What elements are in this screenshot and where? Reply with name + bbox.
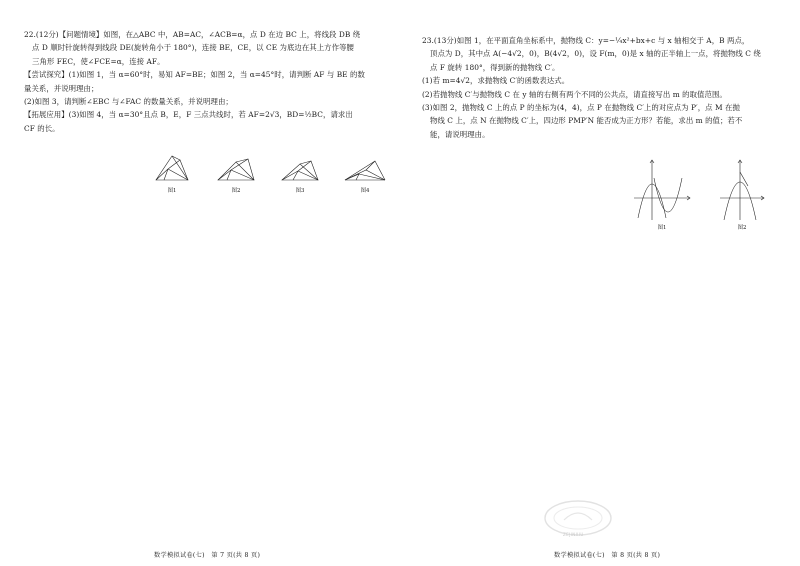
- problem-22-line-7: 【拓展应用】(3)如图 4，当 α=30°且点 B，E，F 三点共线时，若 AF=2√3，BD=½BC，请求出: [24, 110, 353, 120]
- problem-23-line-8: 能，请说明理由。: [430, 129, 490, 139]
- problem-22-figures: [150, 151, 408, 194]
- figure-1: [150, 151, 194, 194]
- problem-23-line-3: 点 F 旋转 180°，得到新的抛物线 C′。: [430, 62, 560, 72]
- watermark-text: ZEJINXIU: [563, 532, 584, 537]
- problem-23-figures: [632, 158, 786, 231]
- right-page-footer: 数学模拟试卷(七) 第 8 页(共 8 页): [554, 552, 661, 559]
- parabola-figure-2: [718, 158, 766, 231]
- parabola-figure-1-drawing: [632, 158, 692, 222]
- parabola-figure-1: [632, 158, 692, 231]
- problem-22-line-6: (2)如图 3，请判断∠EBC 与∠FAC 的数量关系，并说明理由；: [24, 97, 233, 107]
- problem-23-line-5: (2)若抛物线 C′与抛物线 C 在 y 轴的右侧有两个不同的公共点，请直接写出 m 的取值范围。: [422, 89, 727, 99]
- figure-1-caption: 图1: [167, 188, 177, 194]
- parabola-figure-1-caption: 图1: [657, 225, 667, 231]
- problem-22-line-4: 【尝试探究】(1)如图 1，当 α=60°时，易知 AF=BE；如图 2，当 α=45°时，请判断 AF 与 BE 的数: [24, 70, 365, 80]
- triangle-figure-4-drawing: [342, 151, 388, 185]
- figure-3: [278, 151, 322, 194]
- problem-23-line-1: 23.(13分)如图 1，在平面直角坐标系中，抛物线 C：y=−¼x²+bx+c 与 x 轴相交于 A，B 两点，: [422, 36, 750, 45]
- figure-2: [214, 151, 258, 194]
- figure-2-caption: 图2: [231, 188, 241, 194]
- problem-22-line-1: 22.(12分)【问题情境】如图，在△ABC 中，AB=AC，∠ACB=α，点 D 在边 BC 上，将线段 DB 绕: [24, 30, 361, 39]
- figure-3-caption: 图3: [295, 188, 305, 194]
- problem-22-line-8: CF 的长。: [24, 123, 60, 133]
- figure-4: [342, 151, 388, 194]
- triangle-figure-1-drawing: [150, 151, 194, 185]
- triangle-figure-2-drawing: [214, 151, 258, 185]
- problem-23-line-7: 物线 C 上，点 N 在抛物线 C′上，四边形 PMP′N 能否成为正方形？若能，求出 m 的值；若不: [430, 116, 743, 126]
- right-page: [400, 0, 800, 566]
- problem-23-line-4: (1)若 m=4√2，求抛物线 C′的函数表达式。: [422, 76, 570, 86]
- problem-23: [422, 34, 782, 141]
- problem-22-line-2: 点 D 顺时针旋转得到线段 DE(旋转角小于 180°)，连接 BE，CE，以 CE 为底边在其上方作等腰: [32, 43, 354, 53]
- problem-22: [24, 28, 384, 135]
- triangle-figure-3-drawing: [278, 151, 322, 185]
- problem-23-line-2: 顶点为 D，其中点 A(−4√2，0)，B(4√2，0)，设 F(m，0)是 x 轴的正半轴上一点，将抛物线 C 绕: [430, 49, 761, 59]
- figure-4-caption: 图4: [360, 188, 370, 194]
- parabola-figure-2-caption: 图2: [737, 225, 747, 231]
- problem-22-line-3: 三角形 FEC，使∠FCE=α，连接 AF。: [32, 56, 165, 66]
- problem-22-line-5: 量关系，并说明理由；: [24, 83, 99, 93]
- problem-23-line-6: (3)如图 2，抛物线 C 上的点 P 的坐标为(4，4)，点 P 在抛物线 C′上的对应点为 P′，点 M 在抛: [422, 103, 740, 113]
- parabola-figure-2-drawing: [718, 158, 766, 222]
- left-page-footer: 数学模拟试卷(七) 第 7 页(共 8 页): [154, 552, 261, 559]
